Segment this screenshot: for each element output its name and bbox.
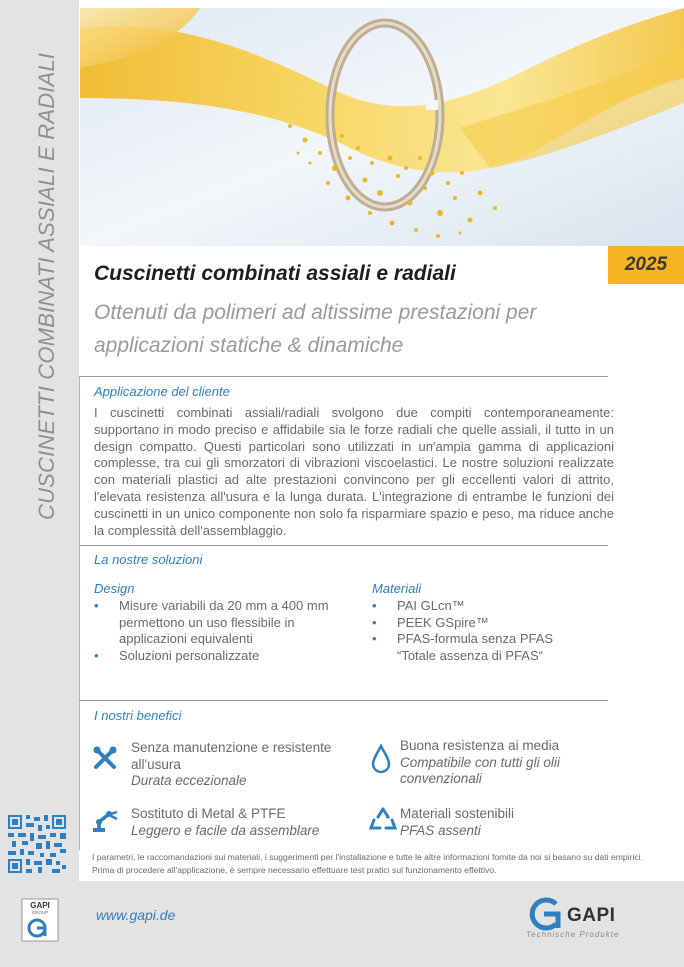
benefit-subtitle: PFAS assenti bbox=[400, 822, 481, 838]
divider bbox=[79, 700, 608, 701]
website-link[interactable]: www.gapi.de bbox=[96, 907, 176, 923]
application-text: I cuscinetti combinati assiali/radiali svolgono due compiti contemporaneamente: supportano in modo preciso e affidabile sia le forze radiali che quelle assiali, il tutto in un design compatto. Questi particolari sono utilizzati in un'ampia gamma di applicazioni complesse, tra cui gli smorzatori di vibrazioni viscoelastici. Le nostre soluzioni realizzate con materiali plastici ad alte prestazioni convincono per gli eccellenti valori di attrito, l'elevata resistenza all'usura e la lunga durata. L'integrazione di entrambe le funzioni dei cuscinetti in un unico componente non solo fa risparmiare spazio e peso, ma riduce anche la complessità dell'assemblaggio. bbox=[94, 405, 614, 538]
materials-heading: Materiali bbox=[372, 581, 422, 596]
hero-image bbox=[80, 8, 684, 246]
benefit-item bbox=[131, 740, 346, 790]
list-item: • PFAS-formula senza PFAS “Totale assenza di PFAS“ bbox=[372, 631, 582, 664]
benefit-item bbox=[131, 806, 346, 839]
disclaimer-text: I parametri, le raccomandazioni sui materiali, i suggerimenti per l'installazione e tutte le altre informazioni fornite da noi si basano su dati empirici. Prima di procedere all'applicazione, è sempre necessario effettuare test pratici sul funzionamento effettivo. bbox=[92, 852, 643, 875]
page-subtitle: Ottenuti da polimeri ad altissime prestazioni per applicazioni statiche & dinamiche bbox=[94, 301, 537, 357]
divider bbox=[79, 376, 608, 377]
gapi-logo-icon bbox=[524, 894, 564, 934]
svg-text:GROUP: GROUP bbox=[31, 910, 49, 915]
benefit-subtitle: Durata eccezionale bbox=[131, 773, 247, 788]
benefit-title: Materiali sostenibili bbox=[400, 806, 515, 821]
year-badge: 2025 bbox=[608, 246, 684, 284]
benefit-subtitle: Leggero e facile da assemblare bbox=[131, 822, 320, 838]
brand-tagline: Technische Produkte bbox=[526, 930, 620, 939]
tools-icon bbox=[92, 745, 118, 771]
materials-list bbox=[372, 598, 582, 664]
solutions-heading: La nostre soluzioni bbox=[94, 552, 203, 567]
benefit-title: Buona resistenza ai media bbox=[400, 738, 560, 753]
benefit-item bbox=[400, 738, 605, 788]
page-title: Cuscinetti combinati assiali e radiali bbox=[94, 262, 456, 285]
benefits-heading: I nostri benefici bbox=[94, 708, 182, 723]
list-item: • PEEK GSpire™ bbox=[372, 615, 582, 632]
qr-code-icon bbox=[8, 815, 66, 873]
gapi-group-logo-icon bbox=[20, 898, 60, 942]
benefit-item bbox=[400, 806, 605, 839]
benefit-subtitle: Compatibile con tutti gli olii convenzionali bbox=[400, 754, 560, 786]
benefit-title: Senza manutenzione e resistente all'usura bbox=[131, 740, 332, 772]
spine-title: CUSCINETTI COMBINATI ASSIALI E RADIALI bbox=[34, 52, 59, 520]
design-list bbox=[94, 598, 356, 664]
design-heading: Design bbox=[94, 581, 135, 596]
divider bbox=[79, 545, 608, 546]
application-heading: Applicazione del cliente bbox=[94, 384, 230, 399]
list-item: • PAI GLcn™ bbox=[372, 598, 582, 615]
list-item: • Soluzioni personalizzate bbox=[94, 648, 356, 665]
list-item: • Misure variabili da 20 mm a 400 mm permettono un uso flessibile in applicazioni equivalenti bbox=[94, 598, 356, 648]
drop-icon bbox=[370, 744, 392, 774]
svg-text:GAPI: GAPI bbox=[30, 901, 50, 910]
brand-name: GAPI bbox=[567, 905, 616, 926]
left-spine bbox=[0, 0, 79, 967]
benefit-title: Sostituto di Metal & PTFE bbox=[131, 806, 286, 821]
recycle-icon bbox=[369, 806, 397, 834]
robot-arm-icon bbox=[91, 808, 121, 834]
